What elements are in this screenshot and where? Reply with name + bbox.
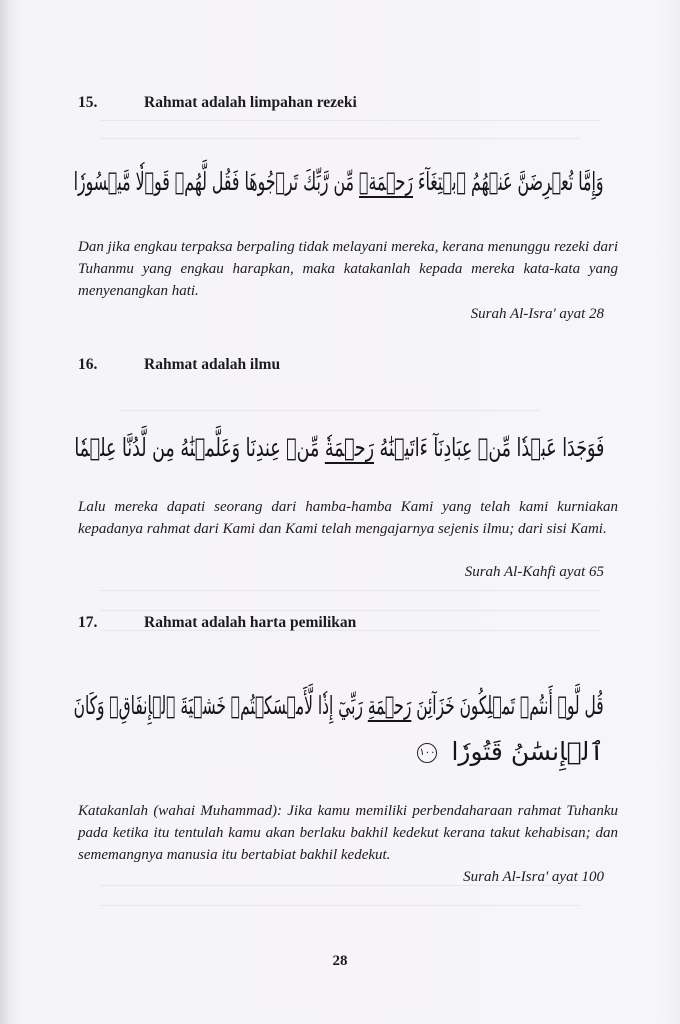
arabic-text: وَإِمَّا تُعۡرِضَنَّ عَنۡهُمُ ٱبۡتِغَآءَ (413, 167, 604, 196)
translation-15: Dan jika engkau terpaksa berpaling tidak melayani mereka, kerana menunggu rezeki dari Tuhanmu yang engkau harapkan, maka katakanlah kepada mereka kata-kata yang menyenangkan hati. (78, 239, 618, 299)
arabic-text: ٱلۡإِنسَٰنُ قَتُورٗا (451, 737, 604, 766)
section-title: Rahmat adalah harta pemilikan (144, 614, 357, 631)
section-heading-16 (78, 356, 280, 374)
arabic-text: رَبِّيٓ إِذٗا لَّأَمۡسَكۡتُمۡ خَشۡيَةَ ٱلۡإِنفَاقِۚ وَكَانَ (73, 691, 369, 720)
verse-source-17: Surah Al-Isra' ayat 100 (463, 869, 604, 885)
verse-source-15: Surah Al-Isra' ayat 28 (470, 306, 604, 322)
arabic-text: قُل لَّوۡ أَنتُمۡ تَمۡلِكُونَ خَزَآئِنَ (411, 691, 604, 720)
arabic-verse-17 (74, 684, 604, 728)
section-heading-17 (78, 614, 356, 632)
translation-16: Lalu mereka dapati seorang dari hamba-hamba Kami yang telah kami kurniakan kepadanya rahmat dari Kami dan Kami telah mengajarnya sejenis ilmu; dari sisi Kami. (78, 499, 618, 537)
arabic-key-word: رَحۡمَةٖ (359, 167, 414, 196)
arabic-text: مِّن رَّبِّكَ تَرۡجُوهَا فَقُل لَّهُمۡ قَوۡلٗا مَّيۡسُورٗا (74, 167, 360, 196)
arabic-text: مِّنۡ عِندِنَا وَعَلَّمۡنَٰهُ مِن لَّدُنَّا عِلۡمٗا (73, 433, 325, 462)
arabic-key-word: رَحۡمَةٗ (324, 433, 374, 462)
section-number: 16. (78, 356, 98, 373)
arabic-verse-15 (74, 160, 604, 204)
section-title: Rahmat adalah limpahan rezeki (144, 94, 357, 111)
arabic-key-word: رَحۡمَةِ (368, 691, 412, 720)
page-number: 28 (332, 953, 348, 969)
ayah-number-marker: ١٠٠ (417, 743, 437, 763)
section-title: Rahmat adalah ilmu (144, 356, 281, 373)
section-heading-15 (78, 94, 357, 112)
arabic-verse-16 (74, 426, 604, 470)
section-number: 17. (78, 614, 98, 631)
arabic-text: فَوَجَدَا عَبۡدٗا مِّنۡ عِبَادِنَآ ءَاتَيۡنَٰهُ (373, 433, 604, 462)
arabic-verse-17-line-2 (417, 730, 604, 774)
verse-source-16: Surah Al-Kahfi ayat 65 (464, 564, 604, 580)
section-number: 15. (78, 94, 98, 111)
translation-17: Katakanlah (wahai Muhammad): Jika kamu memiliki perbendaharaan rahmat Tuhanku pada ketika itu tentulah kamu akan berlaku bakhil kedekut kerana takut kehabisan; dan sememangnya manusia itu bertabiat bakhil kedekut. (78, 803, 618, 863)
